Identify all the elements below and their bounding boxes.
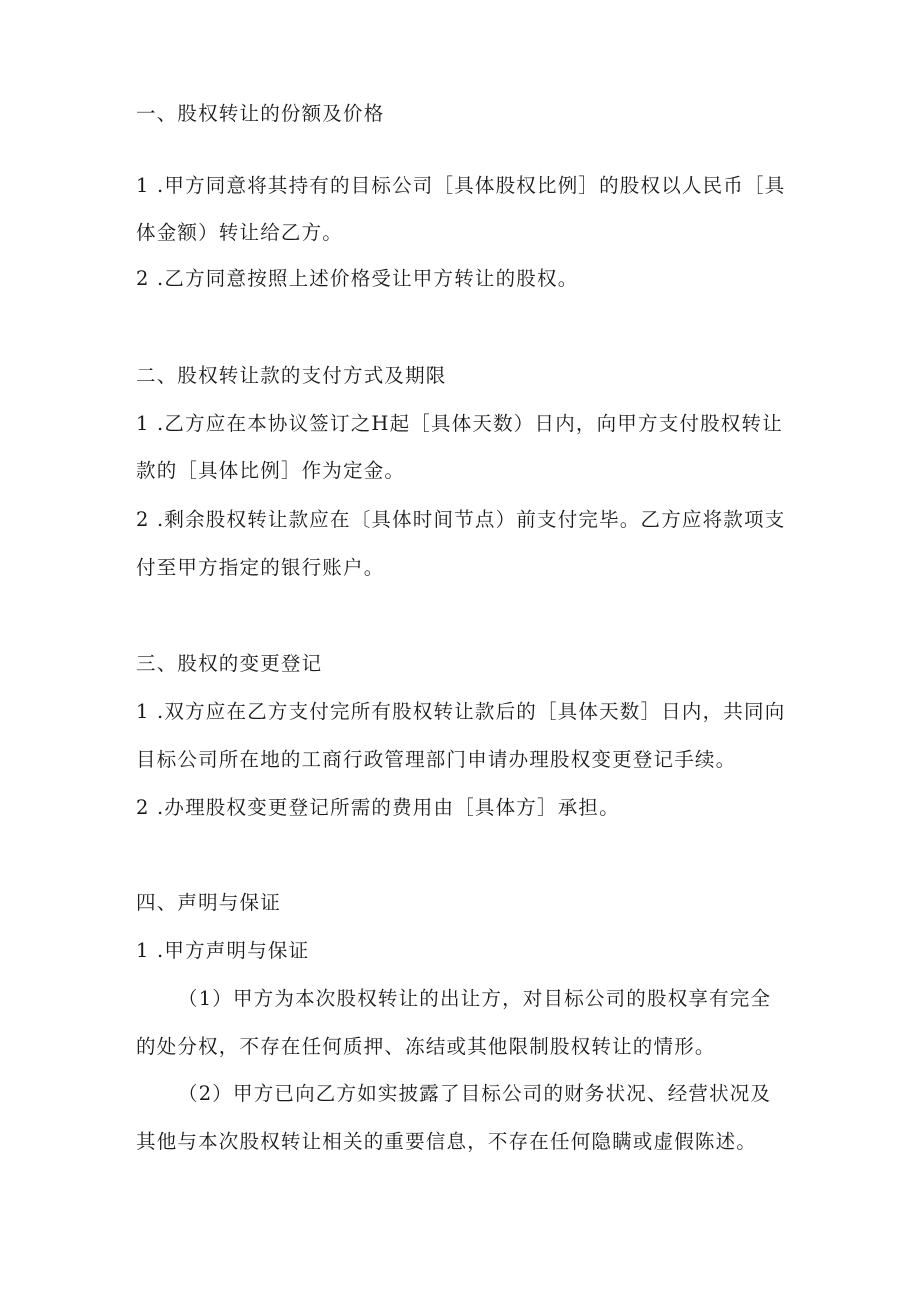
paragraph-line: 2 .办理股权变更登记所需的费用由［具体方］承担。 (136, 796, 620, 819)
paragraph-line: 其他与本次股权转让相关的重要信息，不存在任何隐瞒或虚假陈述。 (136, 1130, 758, 1153)
paragraph-line: 目标公司所在地的工商行政管理部门申请办理股权变更登记手续。 (136, 748, 737, 771)
paragraph-line: 1 .乙方应在本协议签订之H起［具体天数）日内，向甲方支付股权转让 (136, 412, 783, 435)
paragraph-line: （2）甲方已向乙方如实披露了目标公司的财务状况、经营状况及 (178, 1082, 772, 1105)
paragraph-line: 1 .双方应在乙方支付完所有股权转让款后的［具体天数］日内，共同向 (136, 700, 786, 723)
paragraph-line: 体金额）转让给乙方。 (136, 221, 344, 244)
paragraph-line: 1 .甲方声明与保证 (136, 939, 310, 962)
paragraph-line: 款的［具体比例］作为定金。 (136, 459, 406, 482)
section-heading: 四、声明与保证 (136, 891, 281, 914)
paragraph-line: 2 .乙方同意按照上述价格受让甲方转让的股权。 (136, 267, 579, 290)
paragraph-line: 2 .剩余股权转让款应在〔具体时间节点）前支付完毕。乙方应将款项支 (136, 508, 786, 531)
paragraph-line: （1）甲方为本次股权转让的出让方，对目标公司的股权享有完全 (178, 987, 772, 1010)
section-heading: 一、股权转让的份额及价格 (136, 102, 385, 125)
section-heading: 三、股权的变更登记 (136, 652, 323, 675)
paragraph-line: 付至甲方指定的银行账户。 (136, 556, 385, 579)
paragraph-line: 1 .甲方同意将其持有的目标公司［具体股权比例］的股权以人民币［具 (136, 174, 786, 197)
paragraph-line: 的处分权，不存在任何质押、冻结或其他限制股权转让的情形。 (136, 1035, 716, 1058)
section-heading: 二、股权转让款的支付方式及期限 (136, 364, 447, 387)
